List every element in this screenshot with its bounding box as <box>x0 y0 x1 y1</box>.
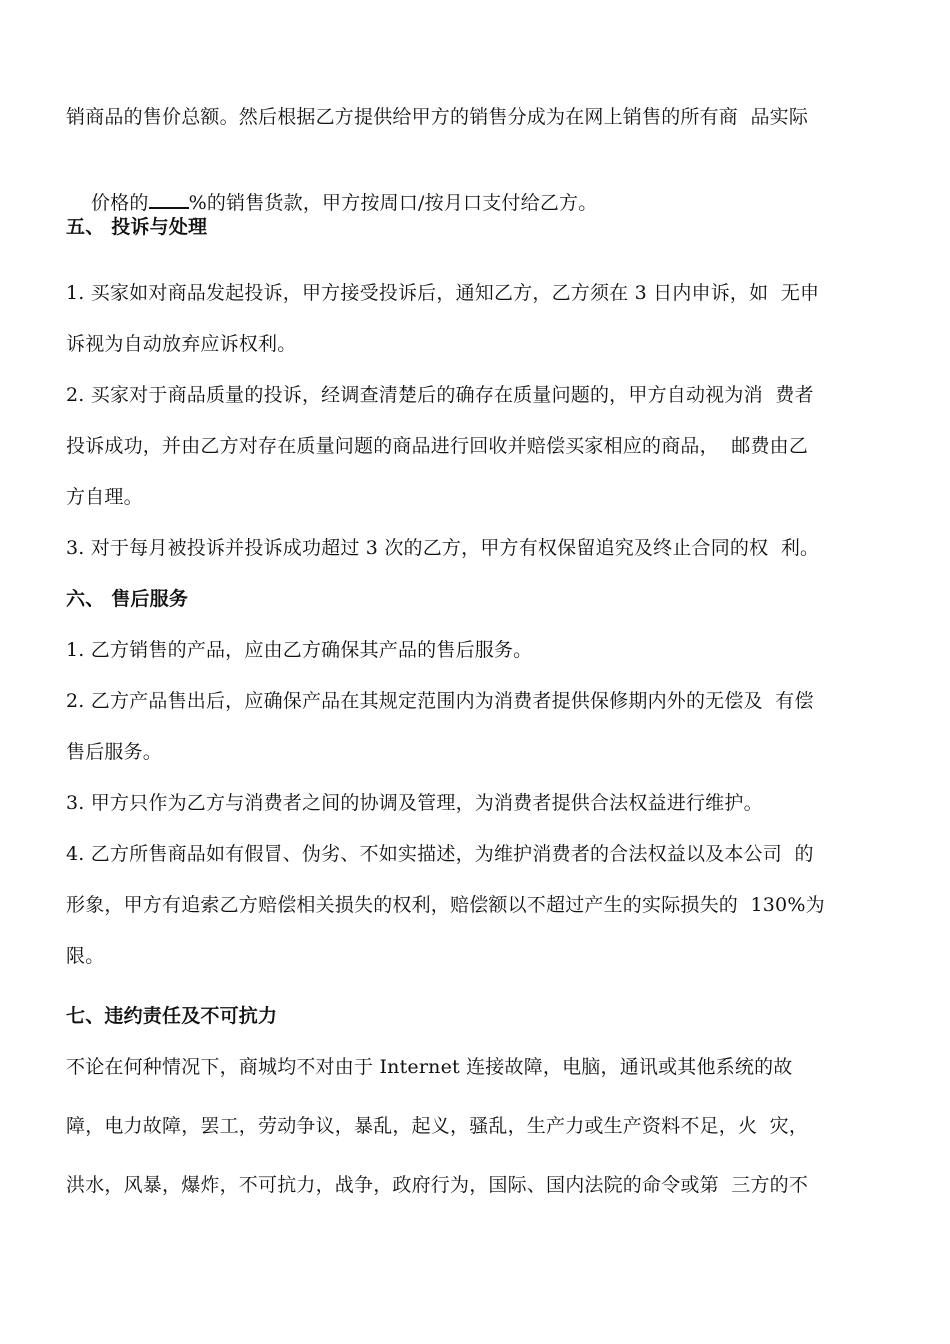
section5-item2-line3: 方自理。 <box>66 486 143 508</box>
section5-item1-line1: 1. 买家如对商品发起投诉，甲方接受投诉后，通知乙方，乙方须在 3 日内申诉，如 无申 <box>66 282 820 304</box>
document-page <box>66 104 886 1198</box>
section7-paragraph-line2: 障，电力故障，罢工，劳动争议，暴乱，起义，骚乱，生产力或生产资料不足，火 灾， <box>66 1115 809 1137</box>
section6-heading: 六、 售后服务 <box>66 588 189 610</box>
section4-line-2-pre: 价格的 <box>90 192 149 214</box>
section5-heading: 五、 投诉与处理 <box>66 216 208 238</box>
section4-line-2-post: %的销售货款，甲方按周口/按月口支付给乙方。 <box>188 192 598 214</box>
percentage-blank <box>149 189 189 209</box>
section6-item1: 1. 乙方销售的产品，应由乙方确保其产品的售后服务。 <box>66 639 533 661</box>
section6-item2-line2: 售后服务。 <box>66 741 163 763</box>
section6-item4-line1: 4. 乙方所售商品如有假冒、伪劣、不如实描述，为维护消费者的合法权益以及本公司 的 <box>66 843 814 865</box>
section4-line-1: 销商品的售价总额。然后根据乙方提供给甲方的销售分成为在网上销售的所有商 品实际 <box>66 106 809 128</box>
section7-paragraph-line3: 洪水，风暴，爆炸，不可抗力，战争，政府行为，国际、国内法院的命令或第 三方的不 <box>66 1174 809 1196</box>
section5-item3-line1: 3. 对于每月被投诉并投诉成功超过 3 次的乙方，甲方有权保留追究及终止合同的权 利。 <box>66 537 820 559</box>
section4-line-2 <box>66 163 886 214</box>
section6-item4-line2: 形象，甲方有追索乙方赔偿相关损失的权利，赔偿额以不超过产生的实际损失的 130%为 <box>66 894 825 916</box>
section5-item2-line1: 2. 买家对于商品质量的投诉，经调查清楚后的确存在质量问题的，甲方自动视为消 费者 <box>66 384 814 406</box>
section7-heading: 七、违约责任及不可抗力 <box>66 1005 278 1027</box>
section6-item2-line1: 2. 乙方产品售出后，应确保产品在其规定范围内为消费者提供保修期内外的无偿及 有偿 <box>66 690 814 712</box>
section6-item3: 3. 甲方只作为乙方与消费者之间的协调及管理，为消费者提供合法权益进行维护。 <box>66 792 763 814</box>
section5-item1-line2: 诉视为自动放弃应诉权利。 <box>66 333 297 355</box>
section6-item4-line3: 限。 <box>66 945 105 967</box>
section7-paragraph-line1: 不论在何种情况下，商城均不对由于 Internet 连接故障，电脑，通讯或其他系统的故 <box>66 1056 793 1078</box>
section5-item2-line2: 投诉成功，并由乙方对存在质量问题的商品进行回收并赔偿买家相应的商品， 邮费由乙 <box>66 435 809 457</box>
